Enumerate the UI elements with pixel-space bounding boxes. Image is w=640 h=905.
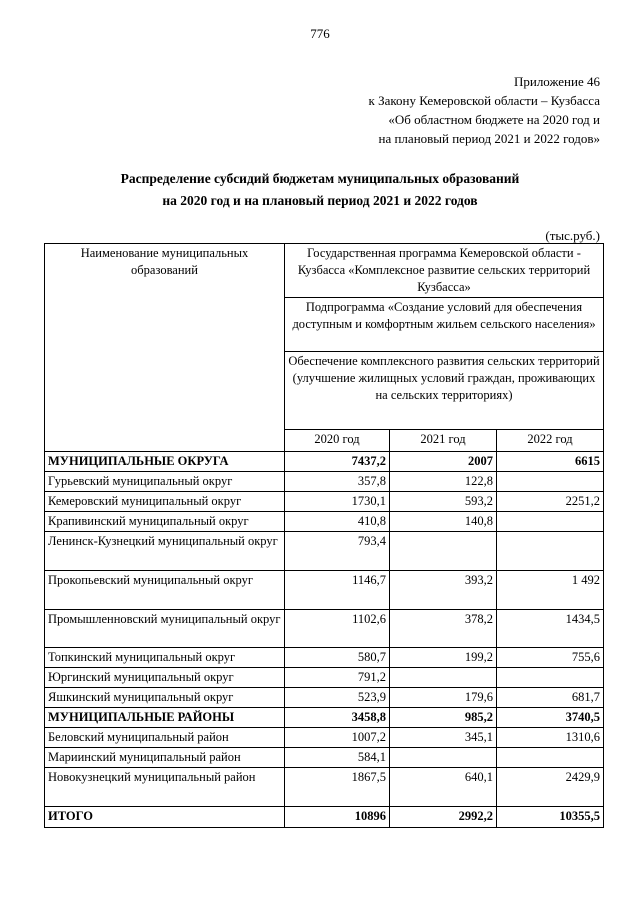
row-name-cell: Кемеровский муниципальный округ bbox=[45, 492, 285, 512]
table-row bbox=[45, 571, 604, 610]
value-2022-cell: 2251,2 bbox=[497, 492, 604, 512]
row-name-cell: Ленинск-Кузнецкий муниципальный округ bbox=[45, 532, 285, 571]
table-row bbox=[45, 472, 604, 492]
table-row bbox=[45, 532, 604, 571]
value-2020-cell: 580,7 bbox=[285, 648, 390, 668]
value-2021-cell: 2007 bbox=[390, 452, 497, 472]
row-name-cell: Яшкинский муниципальный округ bbox=[45, 688, 285, 708]
value-2020-cell: 7437,2 bbox=[285, 452, 390, 472]
value-2021-cell: 593,2 bbox=[390, 492, 497, 512]
value-2022-cell: 3740,5 bbox=[497, 708, 604, 728]
appendix-line-2: к Закону Кемеровской области – Кузбасса bbox=[368, 93, 600, 108]
table-row bbox=[45, 492, 604, 512]
table-row bbox=[45, 768, 604, 807]
value-2022-cell bbox=[497, 512, 604, 532]
table-row bbox=[45, 807, 604, 828]
value-2021-cell: 378,2 bbox=[390, 610, 497, 648]
table-row bbox=[45, 648, 604, 668]
table-row bbox=[45, 610, 604, 648]
value-2022-cell: 10355,5 bbox=[497, 807, 604, 828]
value-2021-cell: 985,2 bbox=[390, 708, 497, 728]
row-name-cell: Промышленновский муниципальный округ bbox=[45, 610, 285, 648]
subsidy-table bbox=[44, 243, 604, 828]
value-2022-cell bbox=[497, 532, 604, 571]
header-measure-cell: Обеспечение комплексного развития сельских территорий (улучшение жилищных условий граждан, проживающих на сельских территориях) bbox=[285, 352, 604, 430]
value-2022-cell: 6615 bbox=[497, 452, 604, 472]
unit-label: (тыс.руб.) bbox=[545, 228, 600, 243]
value-2022-cell: 1 492 bbox=[497, 571, 604, 610]
header-row-program bbox=[45, 244, 604, 298]
value-2021-cell bbox=[390, 532, 497, 571]
row-name-cell: Топкинский муниципальный округ bbox=[45, 648, 285, 668]
row-name-cell: МУНИЦИПАЛЬНЫЕ ОКРУГА bbox=[45, 452, 285, 472]
value-2021-cell: 140,8 bbox=[390, 512, 497, 532]
value-2022-cell: 1434,5 bbox=[497, 610, 604, 648]
table-row bbox=[45, 728, 604, 748]
appendix-line-4: на плановый период 2021 и 2022 годов» bbox=[378, 131, 600, 146]
value-2021-cell: 640,1 bbox=[390, 768, 497, 807]
table-row bbox=[45, 668, 604, 688]
row-name-cell: Юргинский муниципальный округ bbox=[45, 668, 285, 688]
value-2022-cell bbox=[497, 748, 604, 768]
header-program-cell: Государственная программа Кемеровской области - Кузбасса «Комплексное развитие сельских территорий Кузбасса» bbox=[285, 244, 604, 298]
value-2021-cell: 2992,2 bbox=[390, 807, 497, 828]
row-name-cell: Новокузнецкий муниципальный район bbox=[45, 768, 285, 807]
value-2022-cell: 1310,6 bbox=[497, 728, 604, 748]
value-2021-cell: 393,2 bbox=[390, 571, 497, 610]
value-2020-cell: 357,8 bbox=[285, 472, 390, 492]
value-2020-cell: 410,8 bbox=[285, 512, 390, 532]
value-2020-cell: 1730,1 bbox=[285, 492, 390, 512]
value-2020-cell: 584,1 bbox=[285, 748, 390, 768]
row-name-cell: Мариинский муниципальный район bbox=[45, 748, 285, 768]
value-2020-cell: 523,9 bbox=[285, 688, 390, 708]
row-name-cell: Гурьевский муниципальный округ bbox=[45, 472, 285, 492]
value-2021-cell: 199,2 bbox=[390, 648, 497, 668]
row-name-cell: Беловский муниципальный район bbox=[45, 728, 285, 748]
row-name-cell: Крапивинский муниципальный округ bbox=[45, 512, 285, 532]
year-2020-header: 2020 год bbox=[285, 430, 390, 452]
table-row bbox=[45, 452, 604, 472]
value-2020-cell: 1102,6 bbox=[285, 610, 390, 648]
value-2022-cell: 2429,9 bbox=[497, 768, 604, 807]
value-2021-cell: 345,1 bbox=[390, 728, 497, 748]
table-row bbox=[45, 688, 604, 708]
row-name-cell: ИТОГО bbox=[45, 807, 285, 828]
value-2020-cell: 1867,5 bbox=[285, 768, 390, 807]
document-title bbox=[0, 168, 640, 212]
value-2020-cell: 1146,7 bbox=[285, 571, 390, 610]
value-2020-cell: 1007,2 bbox=[285, 728, 390, 748]
year-2021-header: 2021 год bbox=[390, 430, 497, 452]
value-2022-cell bbox=[497, 668, 604, 688]
value-2020-cell: 791,2 bbox=[285, 668, 390, 688]
title-line-1: Распределение субсидий бюджетам муниципальных образований bbox=[120, 171, 520, 186]
value-2021-cell: 179,6 bbox=[390, 688, 497, 708]
row-name-cell: Прокопьевский муниципальный округ bbox=[45, 571, 285, 610]
value-2021-cell: 122,8 bbox=[390, 472, 497, 492]
page-number: 776 bbox=[310, 26, 330, 41]
value-2020-cell: 3458,8 bbox=[285, 708, 390, 728]
value-2021-cell bbox=[390, 668, 497, 688]
table-row bbox=[45, 748, 604, 768]
table-row bbox=[45, 512, 604, 532]
header-subprogram-cell: Подпрограмма «Создание условий для обеспечения доступным и комфортным жильем сельского населения» bbox=[285, 298, 604, 352]
appendix-line-1: Приложение 46 bbox=[513, 74, 600, 89]
appendix-block bbox=[369, 72, 601, 148]
row-name-cell: МУНИЦИПАЛЬНЫЕ РАЙОНЫ bbox=[45, 708, 285, 728]
header-name-cell: Наименование муниципальных образований bbox=[45, 244, 285, 452]
title-line-2: на 2020 год и на плановый период 2021 и 2022 годов bbox=[162, 193, 478, 208]
value-2020-cell: 793,4 bbox=[285, 532, 390, 571]
value-2021-cell bbox=[390, 748, 497, 768]
appendix-line-3: «Об областном бюджете на 2020 год и bbox=[388, 112, 600, 127]
table-row bbox=[45, 708, 604, 728]
value-2022-cell: 681,7 bbox=[497, 688, 604, 708]
value-2020-cell: 10896 bbox=[285, 807, 390, 828]
value-2022-cell bbox=[497, 472, 604, 492]
value-2022-cell: 755,6 bbox=[497, 648, 604, 668]
year-2022-header: 2022 год bbox=[497, 430, 604, 452]
